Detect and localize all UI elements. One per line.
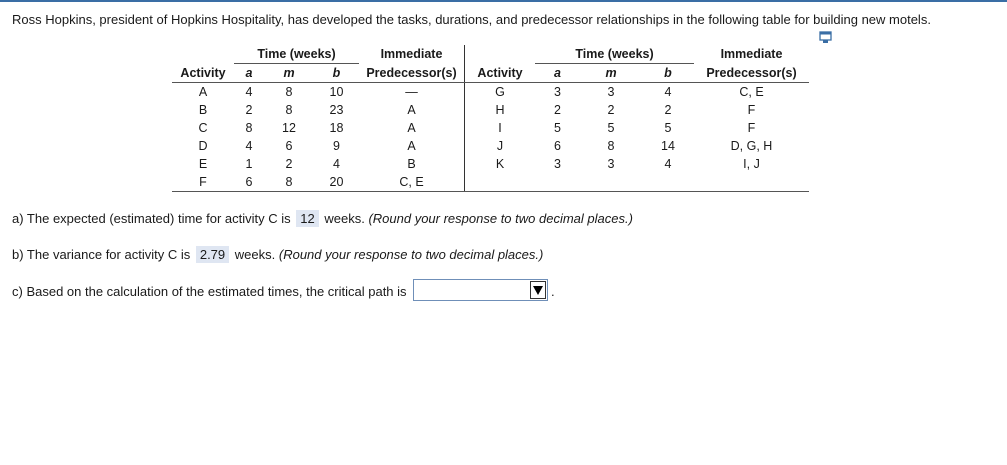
top-border <box>0 0 1007 2</box>
m-header-right: m <box>580 64 642 83</box>
predecessor-header-left: Predecessor(s) <box>359 64 465 83</box>
question-c: c) Based on the calculation of the estimated times, the critical path is <box>12 284 407 299</box>
time-weeks-header-right: Time (weeks) <box>535 45 694 64</box>
copy-table-icon[interactable] <box>819 31 832 44</box>
activity-table <box>172 45 809 192</box>
immediate-header-left: Immediate <box>359 45 465 64</box>
table-row: B 2 8 23 A H 2 2 2 F <box>198 103 756 117</box>
none-dash: — <box>359 83 465 102</box>
predecessor-header-right: Predecessor(s) <box>694 64 809 83</box>
b-header-left: b <box>314 64 359 83</box>
b-header-right: b <box>642 64 694 83</box>
activity-header-right: Activity <box>465 64 536 83</box>
question-a: a) The expected (estimated) time for activity C is 12 weeks. (Round your response to two decimal places.) <box>12 211 633 226</box>
table-row: E 1 2 4 B K 3 3 4 I, J <box>198 157 760 171</box>
problem-statement: Ross Hopkins, president of Hopkins Hospitality, has developed the tasks, durations, and predecessor relationships in the following table for building new motels. <box>12 12 931 27</box>
answer-b-field[interactable]: 2.79 <box>196 246 229 263</box>
immediate-header-right: Immediate <box>720 47 783 62</box>
period: . <box>551 284 555 299</box>
a-header-left: a <box>234 64 264 83</box>
time-weeks-header-left: Time (weeks) <box>234 45 359 64</box>
m-header-left: m <box>264 64 314 83</box>
table-row: F 6 8 20 C, E <box>172 173 809 192</box>
table-row: C 8 12 18 A I 5 5 5 F <box>198 121 756 135</box>
dropdown-arrow-icon[interactable] <box>530 281 546 299</box>
a-header-right: a <box>535 64 580 83</box>
activity-header-left: Activity <box>172 64 234 83</box>
table-row: A 4 8 10 — G 3 3 4 C, E <box>172 83 809 102</box>
critical-path-dropdown[interactable] <box>413 279 548 301</box>
question-b: b) The variance for activity C is 2.79 weeks. (Round your response to two decimal places.) <box>12 247 544 262</box>
answer-a-field[interactable]: 12 <box>296 210 318 227</box>
table-row: D 4 6 9 A J 6 8 14 D, G, H <box>198 139 773 153</box>
